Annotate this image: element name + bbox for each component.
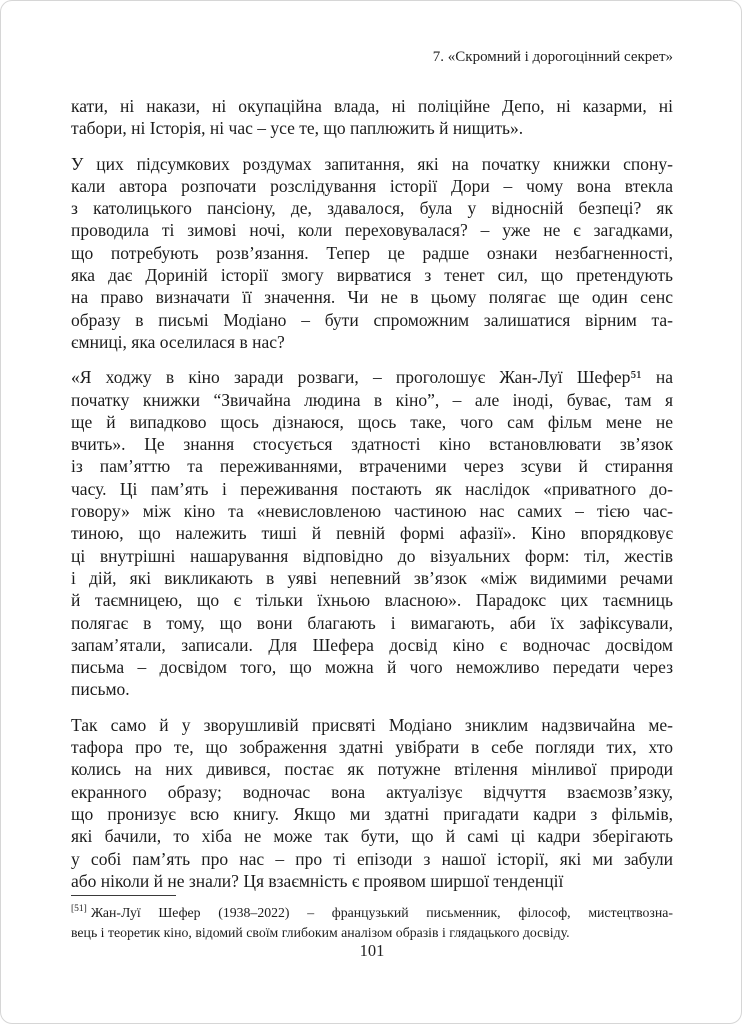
text-line: письмо. (71, 679, 130, 700)
text-line: колись на них дивився, постає як потужне втілення мінливої природи (71, 759, 673, 780)
text-line: екранного образу; водночас вона актуалізує відчуття взаємозв’язку, (71, 781, 673, 802)
text-line: кати, ні накази, ні окупаційна влада, ні поліційне Депо, ні казарми, ні (71, 96, 673, 116)
page-number: 101 (359, 941, 385, 960)
text-line: тафора про те, що зображення здатні увібрати в себе погляди тих, хто (71, 737, 673, 758)
paragraph (71, 95, 673, 140)
text-line: й таємницею, що є тільки їхньою власною». Парадокс цих таємниць (71, 590, 673, 611)
text-line: що потребують розв’язання. Тепер це радше ознаки незбагненності, (71, 242, 673, 263)
text-line: У цих підсумкових роздумах запитання, які на початку книжки спону- (71, 153, 673, 174)
text-line: ці внутрішні нашарування відповідно до візуальних форм: тіл, жестів (71, 545, 673, 566)
footnote-text: Жан-Луї Шефер (1938–2022) – французький письменник, філософ, мистецтвозна- (90, 905, 673, 920)
text-line: тиною, що належить тиші й певній формі афазії». Кіно впорядковує (71, 523, 673, 544)
text-line: яка дає Дориній історії змогу вирватися з тенет сил, що претендують (71, 265, 673, 286)
paragraph (71, 366, 673, 700)
text-line: запам’ятали, записали. Для Шефера досвід кіно є водночас досвідом (71, 634, 673, 655)
text-line: проводила ті зимові ночі, коли переховувалася? – уже не є загадками, (71, 220, 673, 241)
text-line: кали автора розпочати розслідування історії Дори – чому вона втекла (71, 175, 673, 196)
running-header: 7. «Скромний і дорогоцінний секрет» (432, 49, 673, 65)
text-line: у собі пам’ять про нас – про ті епізоди з нашої історії, які ми забули (71, 848, 673, 869)
body-text (71, 95, 673, 892)
footnote-marker: [51] (71, 904, 87, 915)
text-line: образу в письмі Модіано – бути спроможним залишатися вірним та- (71, 309, 673, 330)
text-line: часу. Ці пам’ять і переживання постають як наслідок «приватного до- (71, 478, 673, 499)
paragraph (71, 153, 673, 354)
text-line: говору» між кіно та «невисловленою частиною нас самих – тією час- (71, 501, 673, 522)
footnote-separator (71, 895, 176, 896)
text-line: вчить». Це знання стосується здатності кіно встановлювати зв’язок (71, 434, 673, 455)
text-line: ємниці, яка оселилася в нас? (71, 331, 285, 352)
text-line: полягає в тому, що вони благають і вимагають, аби їх зафіксували, (71, 612, 673, 633)
text-line: із пам’яттю та переживаннями, втраченими через зсуви й стирання (71, 456, 673, 477)
text-line: які бачили, то хіба не може так бути, що й самі ці кадри зберігають (71, 826, 673, 847)
text-line: з католицького пансіону, де, здавалося, була у відносній безпеці? як (71, 198, 673, 219)
text-line: «Я ходжу в кіно заради розваги, – проголошує Жан-Луї Шефер⁵¹ на (71, 367, 673, 388)
text-line: письма – досвідом того, що можна й чого неможливо передати через (71, 657, 673, 678)
text-line: табори, ні Історія, ні час – усе те, що паплюжить й нищить». (71, 118, 524, 139)
text-line: або ніколи й не знали? Ця взаємність є проявом ширшої тенденції (71, 870, 564, 891)
text-line: і дій, які викликають в уяві непевний зв’язок «між видимими речами (71, 567, 673, 588)
footnote-line (71, 903, 673, 923)
footnote (71, 903, 673, 942)
footnote-line: вець і теоретик кіно, відомий своїм глибоким аналізом образів і глядацького досвіду. (71, 924, 570, 940)
text-line: на право визначати її значення. Чи не в цьому полягає ще один сенс (71, 287, 673, 308)
text-line: початку книжки “Звичайна людина в кіно”, – але іноді, буває, там я (71, 389, 673, 410)
paragraph (71, 714, 673, 892)
text-line: що пронизує всю книгу. Якщо ми здатні пригадати кадри з фільмів, (71, 803, 673, 824)
text-line: Так само й у зворушливій присвяті Модіано зниклим надзвичайна ме- (71, 714, 673, 735)
text-line: ще й випадково щось дізнаюся, щось таке, чого сам фільм мене не (71, 411, 673, 432)
